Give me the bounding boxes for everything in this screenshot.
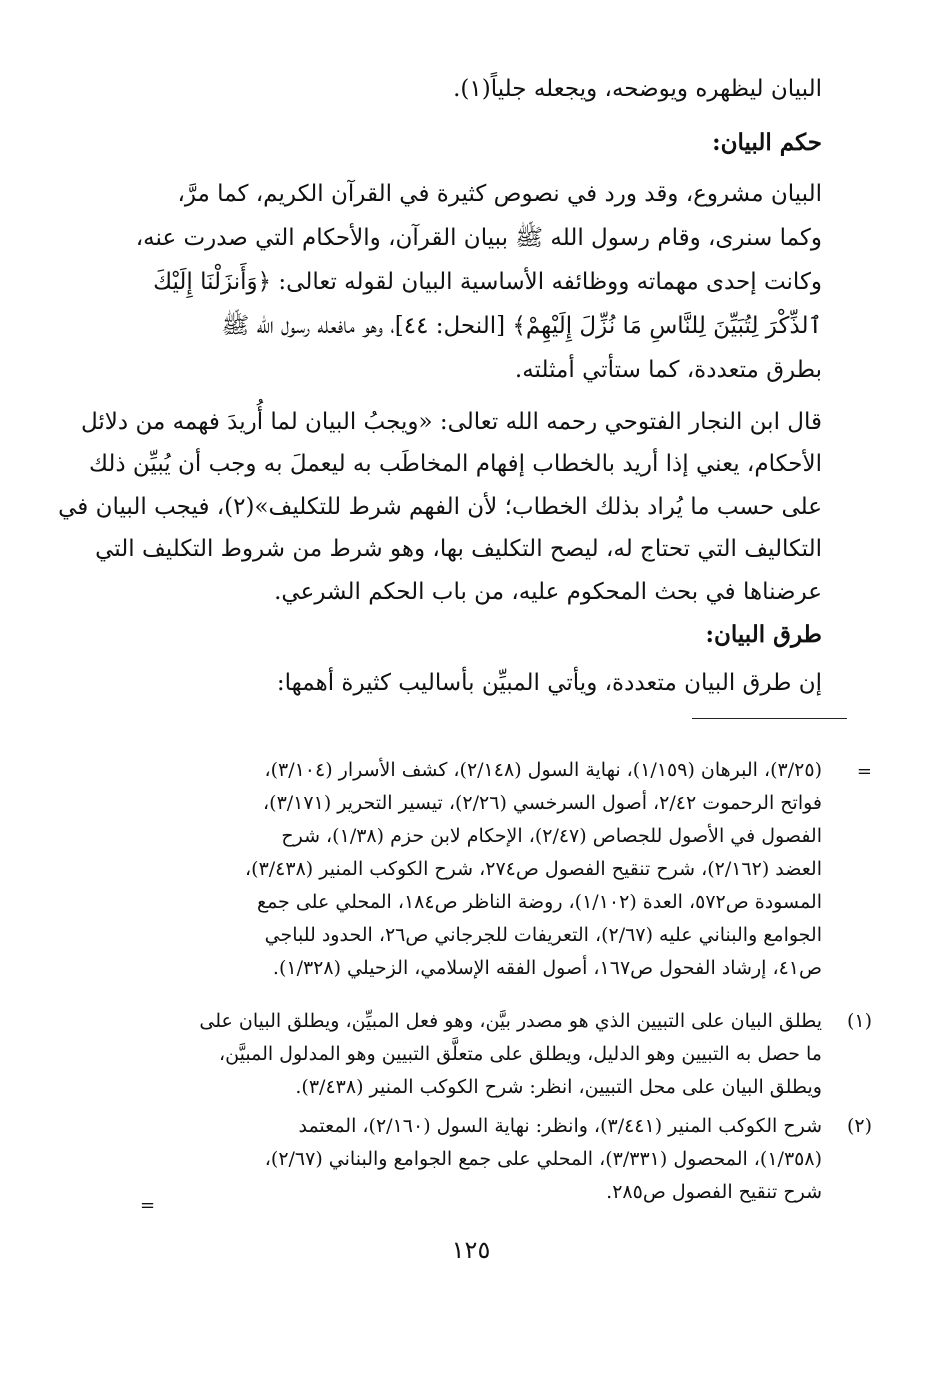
body-line-1: البيان ليظهره ويوضحه، ويجعله جلياً(١). [453, 76, 822, 102]
para1-line-1: البيان مشروع، وقد ورد في نصوص كثيرة في القرآن الكريم، كما مرَّ، [177, 181, 822, 207]
para1-line-5: بطرق متعددة، كما ستأتي أمثلته. [514, 357, 822, 383]
footnote-1-line-1: يطلق البيان على التبيين الذي هو مصدر بيَّن، وهو فعل المبيِّن، ويطلق البيان على [199, 1010, 822, 1032]
para2-line-3: على حسب ما يُراد بذلك الخطاب؛ لأن الفهم شرط للتكليف»(٢)، فيجب البيان في [58, 494, 822, 520]
para2-line-2: الأحكام، يعني إذا أريد بالخطاب إفهام المخاطَب به ليعملَ به وجب أن يُبيِّن ذلك [88, 451, 822, 477]
para2-line-1: قال ابن النجار الفتوحي رحمه الله تعالى: «ويجبُ البيان لما أُريدَ فهمه من دلائل [80, 409, 822, 435]
para1-line-3: وكانت إحدى مهماته ووظائفه الأساسية البيان لقوله تعالى: ﴿وَأَنزَلْنَا إِلَيْكَ [153, 269, 822, 295]
footnote-1-line-3: ويطلق البيان على محل التبيين، انظر: شرح الكوكب المنير (٣/٤٣٨). [295, 1076, 822, 1098]
para1-line-4: ٱلذِّكْرَ لِتُبَيِّنَ لِلنَّاسِ مَا نُزِّلَ إِلَيْهِمْ﴾ [النحل: ٤٤]، وهو مافعله رسول الله ﷺ [221, 313, 822, 339]
footnote-2-line-1: شرح الكوكب المنير (٣/٤٤١)، وانظر: نهاية السول (٢/١٦٠)، المعتمد [298, 1115, 822, 1137]
page-number: ١٢٥ [451, 1236, 491, 1264]
para1-line-2: وكما سنرى، وقام رسول الله ﷺ ببيان القرآن، والأحكام التي صدرت عنه، [135, 225, 822, 251]
continued-footnote-line-7: ص٤١، إرشاد الفحول ص١٦٧، أصول الفقه الإسلامي، الزحيلي (١/٣٢٨). [272, 957, 822, 979]
methods-intro-line: إن طرق البيان متعددة، ويأتي المبيِّن بأساليب كثيرة أهمها: [276, 670, 822, 696]
footnote-2-line-2: (١/٣٥٨)، المحصول (٣/٣٣١)، المحلي على جمع الجوامع والبناني (٢/٦٧)، [264, 1148, 822, 1170]
continued-footnote-line-6: الجوامع والبناني عليه (٢/٦٧)، التعريفات للجرجاني ص٢٦، الحدود للباجي [264, 924, 822, 946]
continued-footnote-line-2: فواتح الرحموت ٢/٤٢، أصول السرخسي (٢/٢٦)، تيسير التحرير (٣/١٧١)، [263, 792, 822, 814]
continued-footnote-line-3: الفصول في الأصول للجصاص (٢/٤٧)، الإحكام لابن حزم (١/٣٨)، شرح [281, 825, 822, 847]
heading-methods-of-bayan: طرق البيان: [705, 621, 822, 648]
continued-footnote-line-5: المسودة ص٥٧٢، العدة (١/١٠٢)، روضة الناظر ص١٨٤، المحلي على جمع [256, 891, 822, 913]
para2-line-4: التكاليف التي تحتاج له، ليصح التكليف بها، وهو شرط من شروط التكليف التي [95, 536, 822, 562]
para2-line-5: عرضناها في بحث المحكوم عليه، من باب الحكم الشرعي. [274, 579, 822, 605]
heading-ruling-of-bayan: حكم البيان: [712, 129, 822, 156]
continued-footnote-marker: = [856, 761, 872, 782]
footnote-2-number: (٢) [846, 1115, 872, 1137]
footnote-1-number: (١) [846, 1010, 872, 1032]
footnote-2-line-3: شرح تنقيح الفصول ص٢٨٥. [606, 1181, 822, 1203]
continued-footnote-line-1: (٣/٢٥)، البرهان (١/١٥٩)، نهاية السول (٢/١٤٨)، كشف الأسرار (٣/١٠٤)، [264, 759, 822, 781]
footnote-separator [692, 718, 847, 719]
continues-next-page-marker: = [140, 1195, 156, 1216]
continued-footnote-line-4: العضد (٢/١٦٢)، شرح تنقيح الفصول ص٢٧٤، شرح الكوكب المنير (٣/٤٣٨)، [245, 858, 822, 880]
footnote-1-line-2: ما حصل به التبيين وهو الدليل، ويطلق على متعلَّق التبيين وهو المدلول المبيَّن، [219, 1043, 822, 1065]
